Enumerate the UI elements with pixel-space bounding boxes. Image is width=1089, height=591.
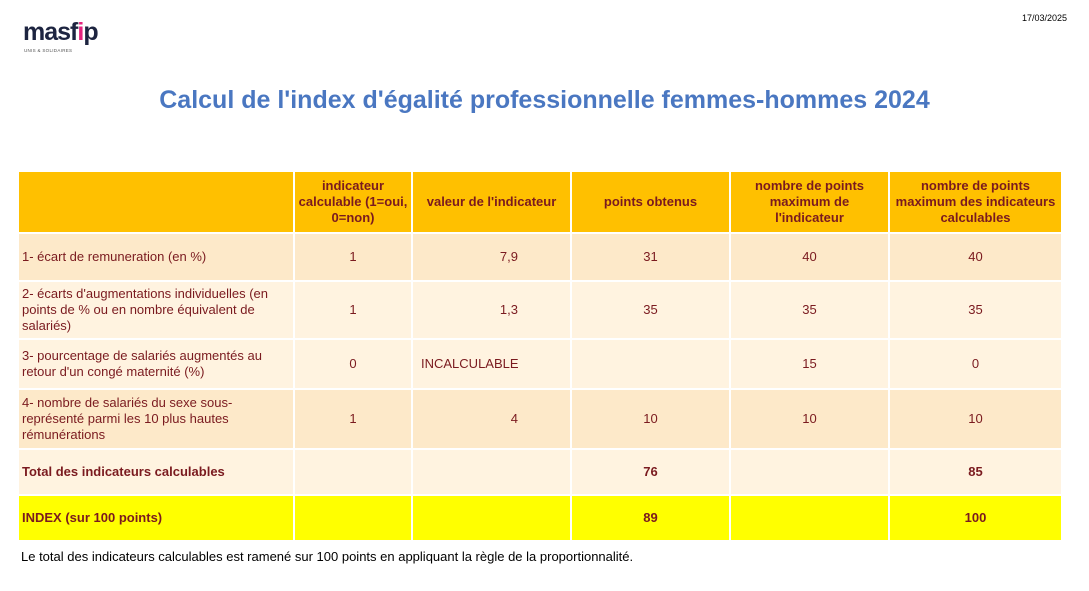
cell-points	[572, 340, 731, 390]
empty-cell	[295, 496, 413, 540]
empty-cell	[295, 450, 413, 496]
empty-cell	[731, 450, 890, 496]
cell-calculable: 1	[295, 390, 413, 450]
cell-calculable: 0	[295, 340, 413, 390]
cell-max-calc: 0	[890, 340, 1063, 390]
table-row	[19, 390, 1063, 450]
header-max-calc: nombre de points maximum des indicateurs calculables	[890, 172, 1063, 234]
cell-max: 40	[731, 234, 890, 282]
table-header-row	[19, 172, 1063, 234]
table-row	[19, 340, 1063, 390]
row-label: 4- nombre de salariés du sexe sous-représenté parmi les 10 plus hautes rémunérations	[19, 390, 295, 450]
header-calculable: indicateur calculable (1=oui, 0=non)	[295, 172, 413, 234]
cell-calculable: 1	[295, 282, 413, 340]
cell-valeur: 4	[413, 390, 572, 450]
empty-cell	[413, 450, 572, 496]
total-points: 76	[572, 450, 731, 496]
cell-points: 31	[572, 234, 731, 282]
cell-max: 10	[731, 390, 890, 450]
table-row	[19, 234, 1063, 282]
report-date: 17/03/2025	[1021, 13, 1067, 23]
header-points: points obtenus	[572, 172, 731, 234]
total-row	[19, 450, 1063, 496]
total-label: Total des indicateurs calculables	[19, 450, 295, 496]
index-table	[19, 172, 1063, 540]
header-valeur: valeur de l'indicateur	[413, 172, 572, 234]
logo-tagline: UNIS & SOLIDAIRES	[24, 48, 73, 53]
header-cell	[19, 172, 295, 234]
index-max-calc: 100	[890, 496, 1063, 540]
cell-valeur: INCALCULABLE	[413, 340, 572, 390]
cell-max-calc: 10	[890, 390, 1063, 450]
empty-cell	[413, 496, 572, 540]
index-label: INDEX (sur 100 points)	[19, 496, 295, 540]
cell-points: 35	[572, 282, 731, 340]
row-label: 2- écarts d'augmentations individuelles (en points de % ou en nombre équivalent de salariés)	[19, 282, 295, 340]
masfip-logo	[23, 14, 133, 58]
cell-max: 15	[731, 340, 890, 390]
cell-points: 10	[572, 390, 731, 450]
footnote: Le total des indicateurs calculables est ramené sur 100 points en appliquant la règle de la proportionnalité.	[21, 549, 634, 564]
cell-max-calc: 40	[890, 234, 1063, 282]
cell-calculable: 1	[295, 234, 413, 282]
header-max: nombre de points maximum de l'indicateur	[731, 172, 890, 234]
empty-cell	[731, 496, 890, 540]
total-max-calc: 85	[890, 450, 1063, 496]
row-label: 1- écart de remuneration (en %)	[19, 234, 295, 282]
logo-text: masfip	[23, 18, 98, 46]
index-row	[19, 496, 1063, 540]
cell-max: 35	[731, 282, 890, 340]
row-label: 3- pourcentage de salariés augmentés au retour d'un congé maternité (%)	[19, 340, 295, 390]
cell-valeur: 7,9	[413, 234, 572, 282]
index-points: 89	[572, 496, 731, 540]
table-row	[19, 282, 1063, 340]
page-title: Calcul de l'index d'égalité professionnelle femmes-hommes 2024	[159, 86, 930, 114]
cell-valeur: 1,3	[413, 282, 572, 340]
cell-max-calc: 35	[890, 282, 1063, 340]
